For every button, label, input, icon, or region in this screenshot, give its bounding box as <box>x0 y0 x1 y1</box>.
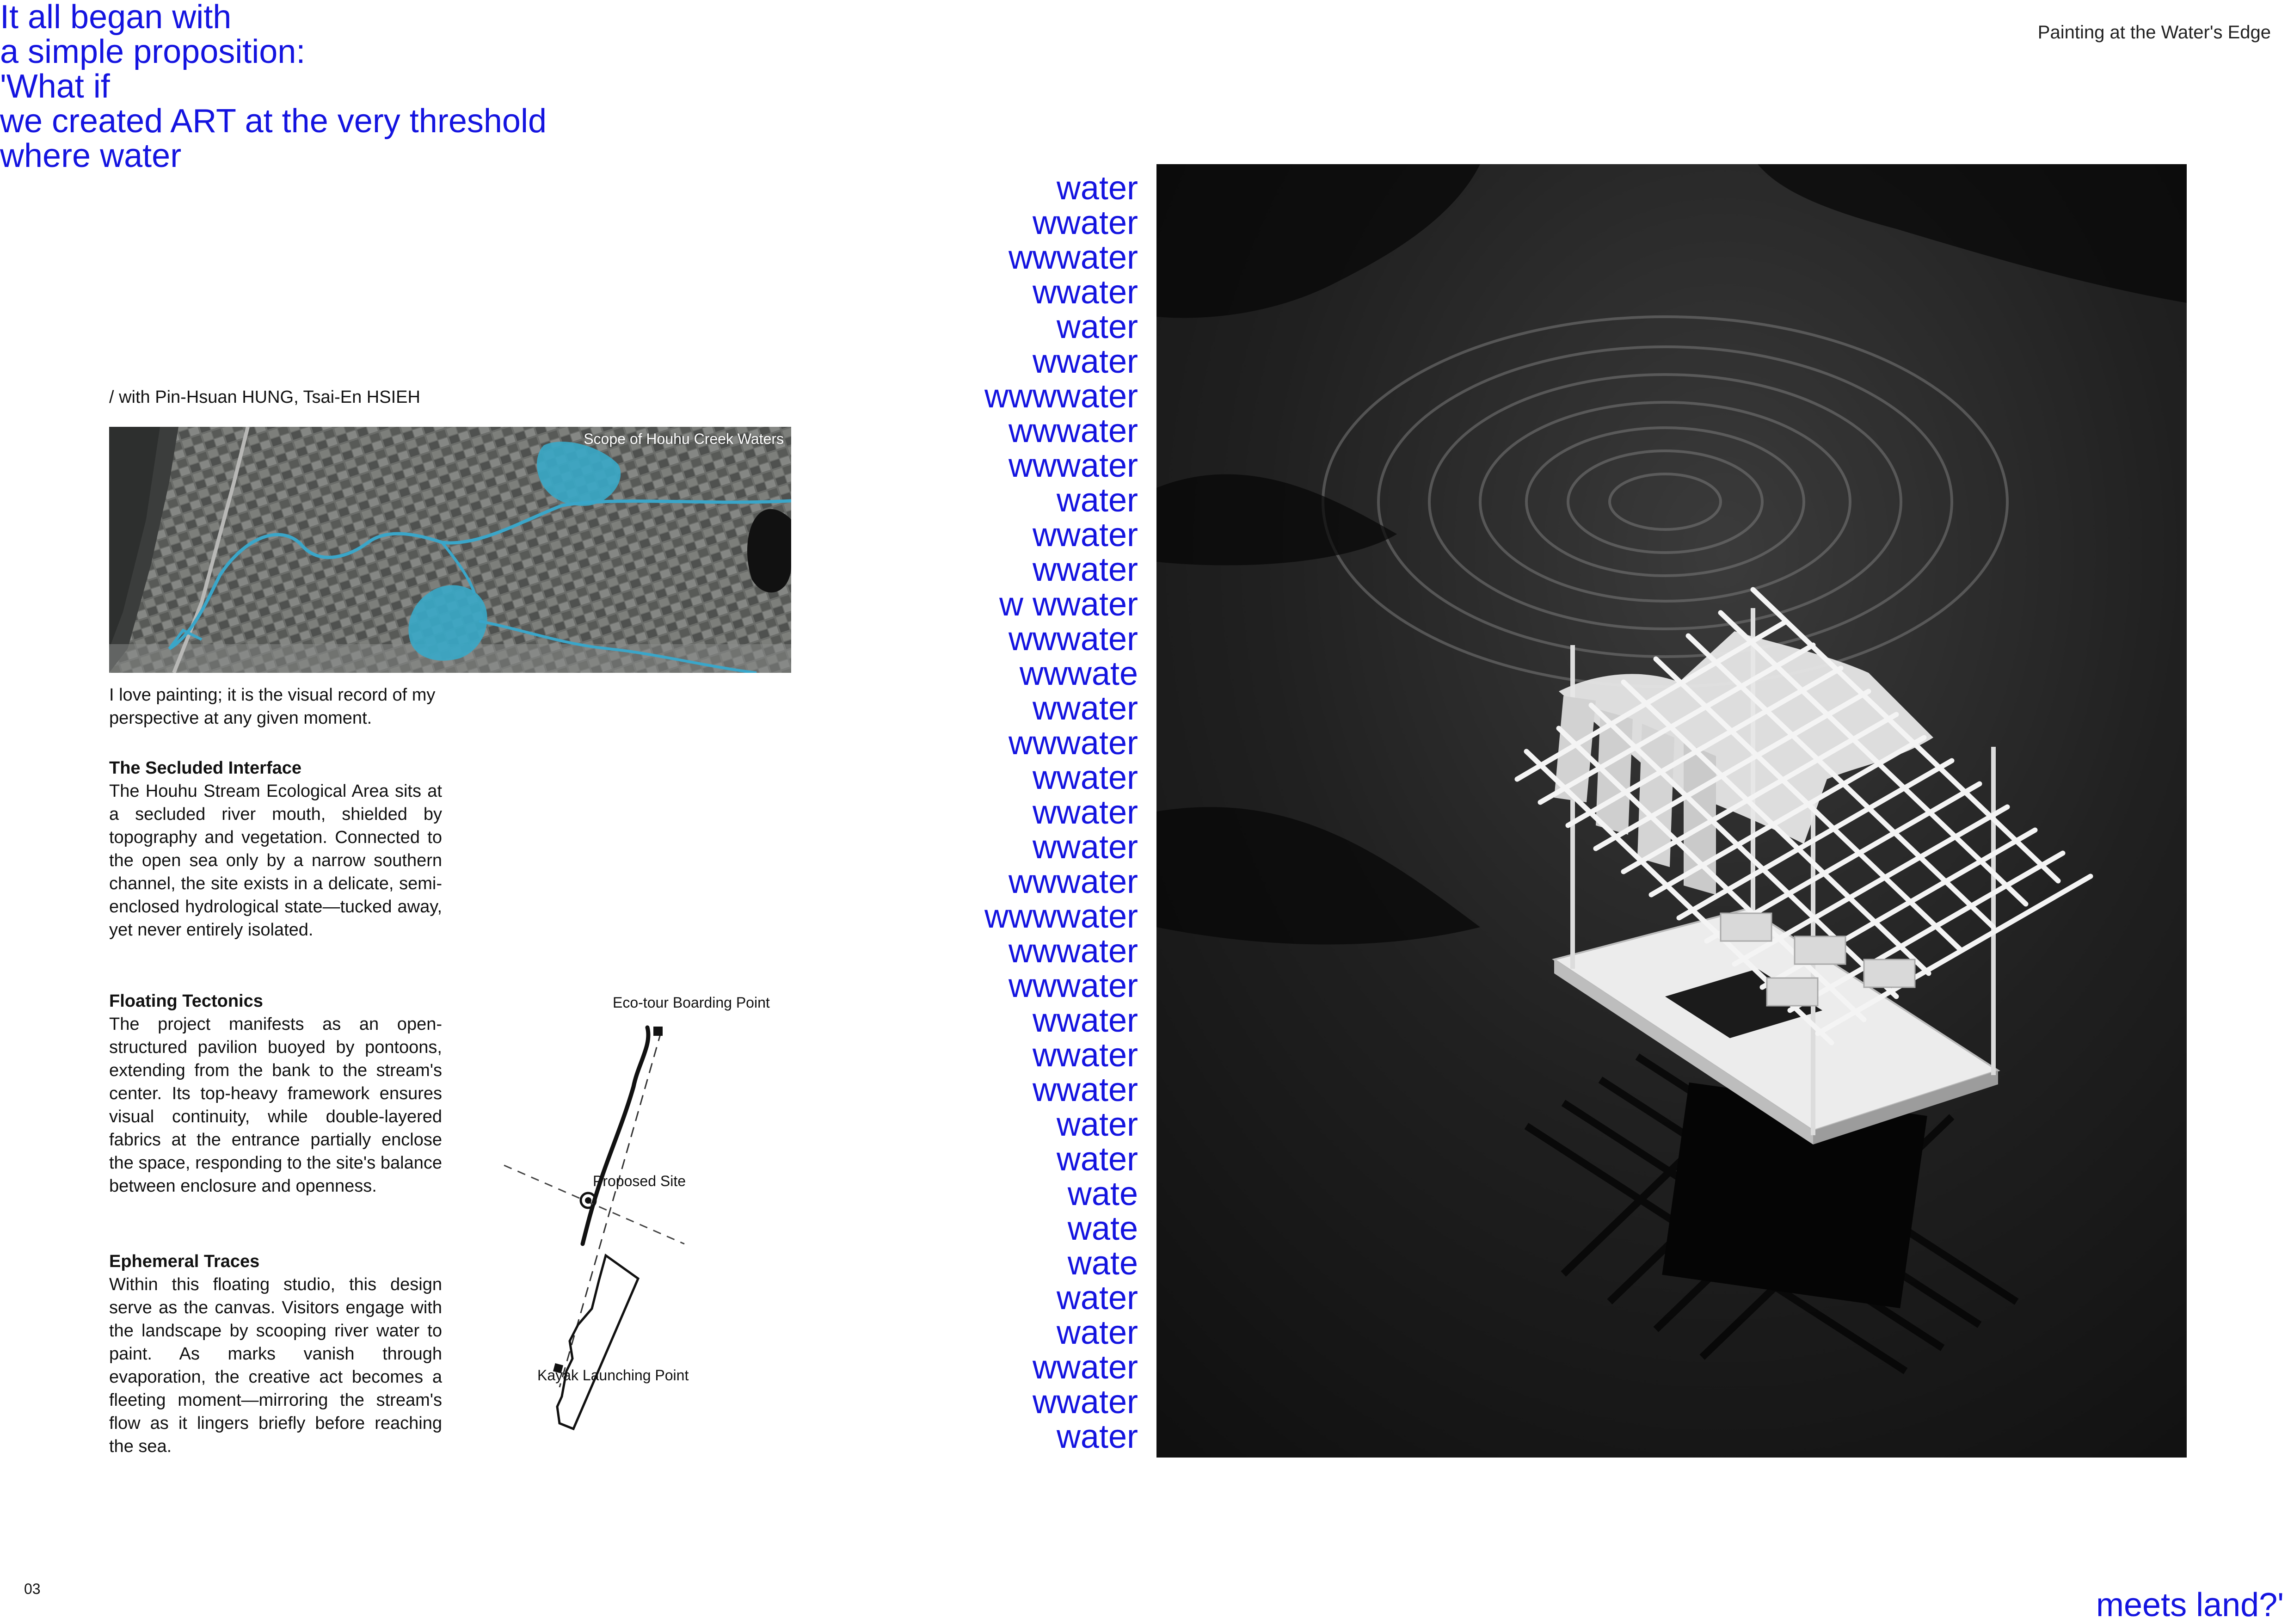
water-word: water <box>1056 308 1138 345</box>
water-word: wwater <box>1032 759 1138 796</box>
boarding-point-label: Eco-tour Boarding Point <box>613 994 770 1011</box>
section-heading: Ephemeral Traces <box>109 1252 260 1271</box>
credits: / with Pin-Hsuan HUNG, Tsai-En HSIEH <box>109 388 420 407</box>
satellite-label: Scope of Houhu Creek Waters <box>584 431 784 447</box>
water-word: wwater <box>1032 204 1138 241</box>
water-word: wwwwater <box>984 898 1138 935</box>
water-word-column <box>984 171 1138 1454</box>
section-secluded-interface <box>109 757 442 941</box>
water-word: water <box>1056 1314 1138 1351</box>
page-number: 03 <box>24 1581 41 1597</box>
section-floating-tectonics <box>109 990 442 1198</box>
water-word: water <box>1056 1141 1138 1178</box>
running-title: Painting at the Water's Edge <box>2037 22 2271 43</box>
water-word: wwwater <box>1008 621 1138 658</box>
section-ephemeral-traces <box>109 1250 442 1458</box>
water-word: wate <box>1067 1175 1138 1212</box>
water-word: wwater <box>1032 343 1138 380</box>
kayak-point-label: Kayak Launching Point <box>537 1367 689 1384</box>
water-word: wwater <box>1032 1037 1138 1074</box>
section-heading: The Secluded Interface <box>109 758 302 778</box>
water-word: water <box>1056 1106 1138 1143</box>
section-body: The project manifests as an open-structured pavilion buoyed by pontoons, extending from the bank to the stream's center. Its top-heavy framework ensures visual continuity, while double-layered fabrics at the entrance partially enclose the space, responding to the site's balance between enclosure and openness. <box>109 1015 442 1196</box>
water-word: water <box>1056 1418 1138 1455</box>
water-word: wwater <box>1032 517 1138 554</box>
water-word: water <box>1056 170 1138 207</box>
water-word: water <box>1056 482 1138 519</box>
water-word: wwwater <box>1008 933 1138 970</box>
headline-line: It all began with <box>0 0 232 36</box>
water-word: wwwater <box>1008 967 1138 1004</box>
water-word: wwater <box>1032 274 1138 311</box>
section-body: The Houhu Stream Ecological Area sits at a secluded river mouth, shielded by topography and vegetation. Connected to the open sea only by a narrow southern channel, the site exists in a delicate, semi-enclosed hydrological state—tucked away, yet never entirely isolated. <box>109 781 442 940</box>
pavilion-photo <box>1156 164 2187 1458</box>
section-body: Within this floating studio, this design serve as the canvas. Visitors engage with the landscape by scooping river water to paint. As marks vanish through evaporation, the creative act becomes a fleeting moment—mirroring the stream's flow as it lingers briefly before reaching the sea. <box>109 1275 442 1456</box>
water-word: wwater <box>1032 551 1138 588</box>
section-heading: Floating Tectonics <box>109 991 263 1011</box>
water-word: wwater <box>1032 1071 1138 1108</box>
water-word: w wwater <box>999 586 1138 623</box>
water-word: wwwater <box>1008 725 1138 762</box>
water-word: wwwwater <box>984 378 1138 415</box>
water-word: wwater <box>1032 1349 1138 1386</box>
water-word: wwater <box>1032 690 1138 727</box>
intro-text: I love painting; it is the visual record of my perspective at any given moment. <box>109 685 436 728</box>
water-word: wwwater <box>1008 863 1138 900</box>
headline-closing: meets land?' <box>2096 1587 2284 1624</box>
water-word: wate <box>1067 1210 1138 1247</box>
water-word: wwater <box>1032 829 1138 866</box>
headline <box>0 0 647 173</box>
headline-line: we created ART at the very threshold <box>0 103 547 140</box>
satellite-image <box>109 427 791 673</box>
water-word: wwwater <box>1008 239 1138 276</box>
water-word: wwater <box>1032 1384 1138 1421</box>
pavilion-model-image <box>1156 164 2187 1458</box>
headline-line: a simple proposition: <box>0 33 306 70</box>
site-diagram <box>499 985 795 1494</box>
headline-line: 'What if <box>0 68 110 105</box>
proposed-site-label: Proposed Site <box>593 1173 686 1189</box>
water-word: wate <box>1067 1245 1138 1282</box>
site-diagram-drawing <box>499 985 795 1494</box>
water-word: wwwater <box>1008 412 1138 449</box>
water-word: wwater <box>1032 1002 1138 1039</box>
water-word: wwwater <box>1008 447 1138 484</box>
water-word: wwater <box>1032 794 1138 831</box>
water-word: water <box>1056 1280 1138 1316</box>
headline-line: where water <box>0 137 182 174</box>
water-word: wwwate <box>1019 655 1138 692</box>
satellite-map <box>109 427 791 673</box>
